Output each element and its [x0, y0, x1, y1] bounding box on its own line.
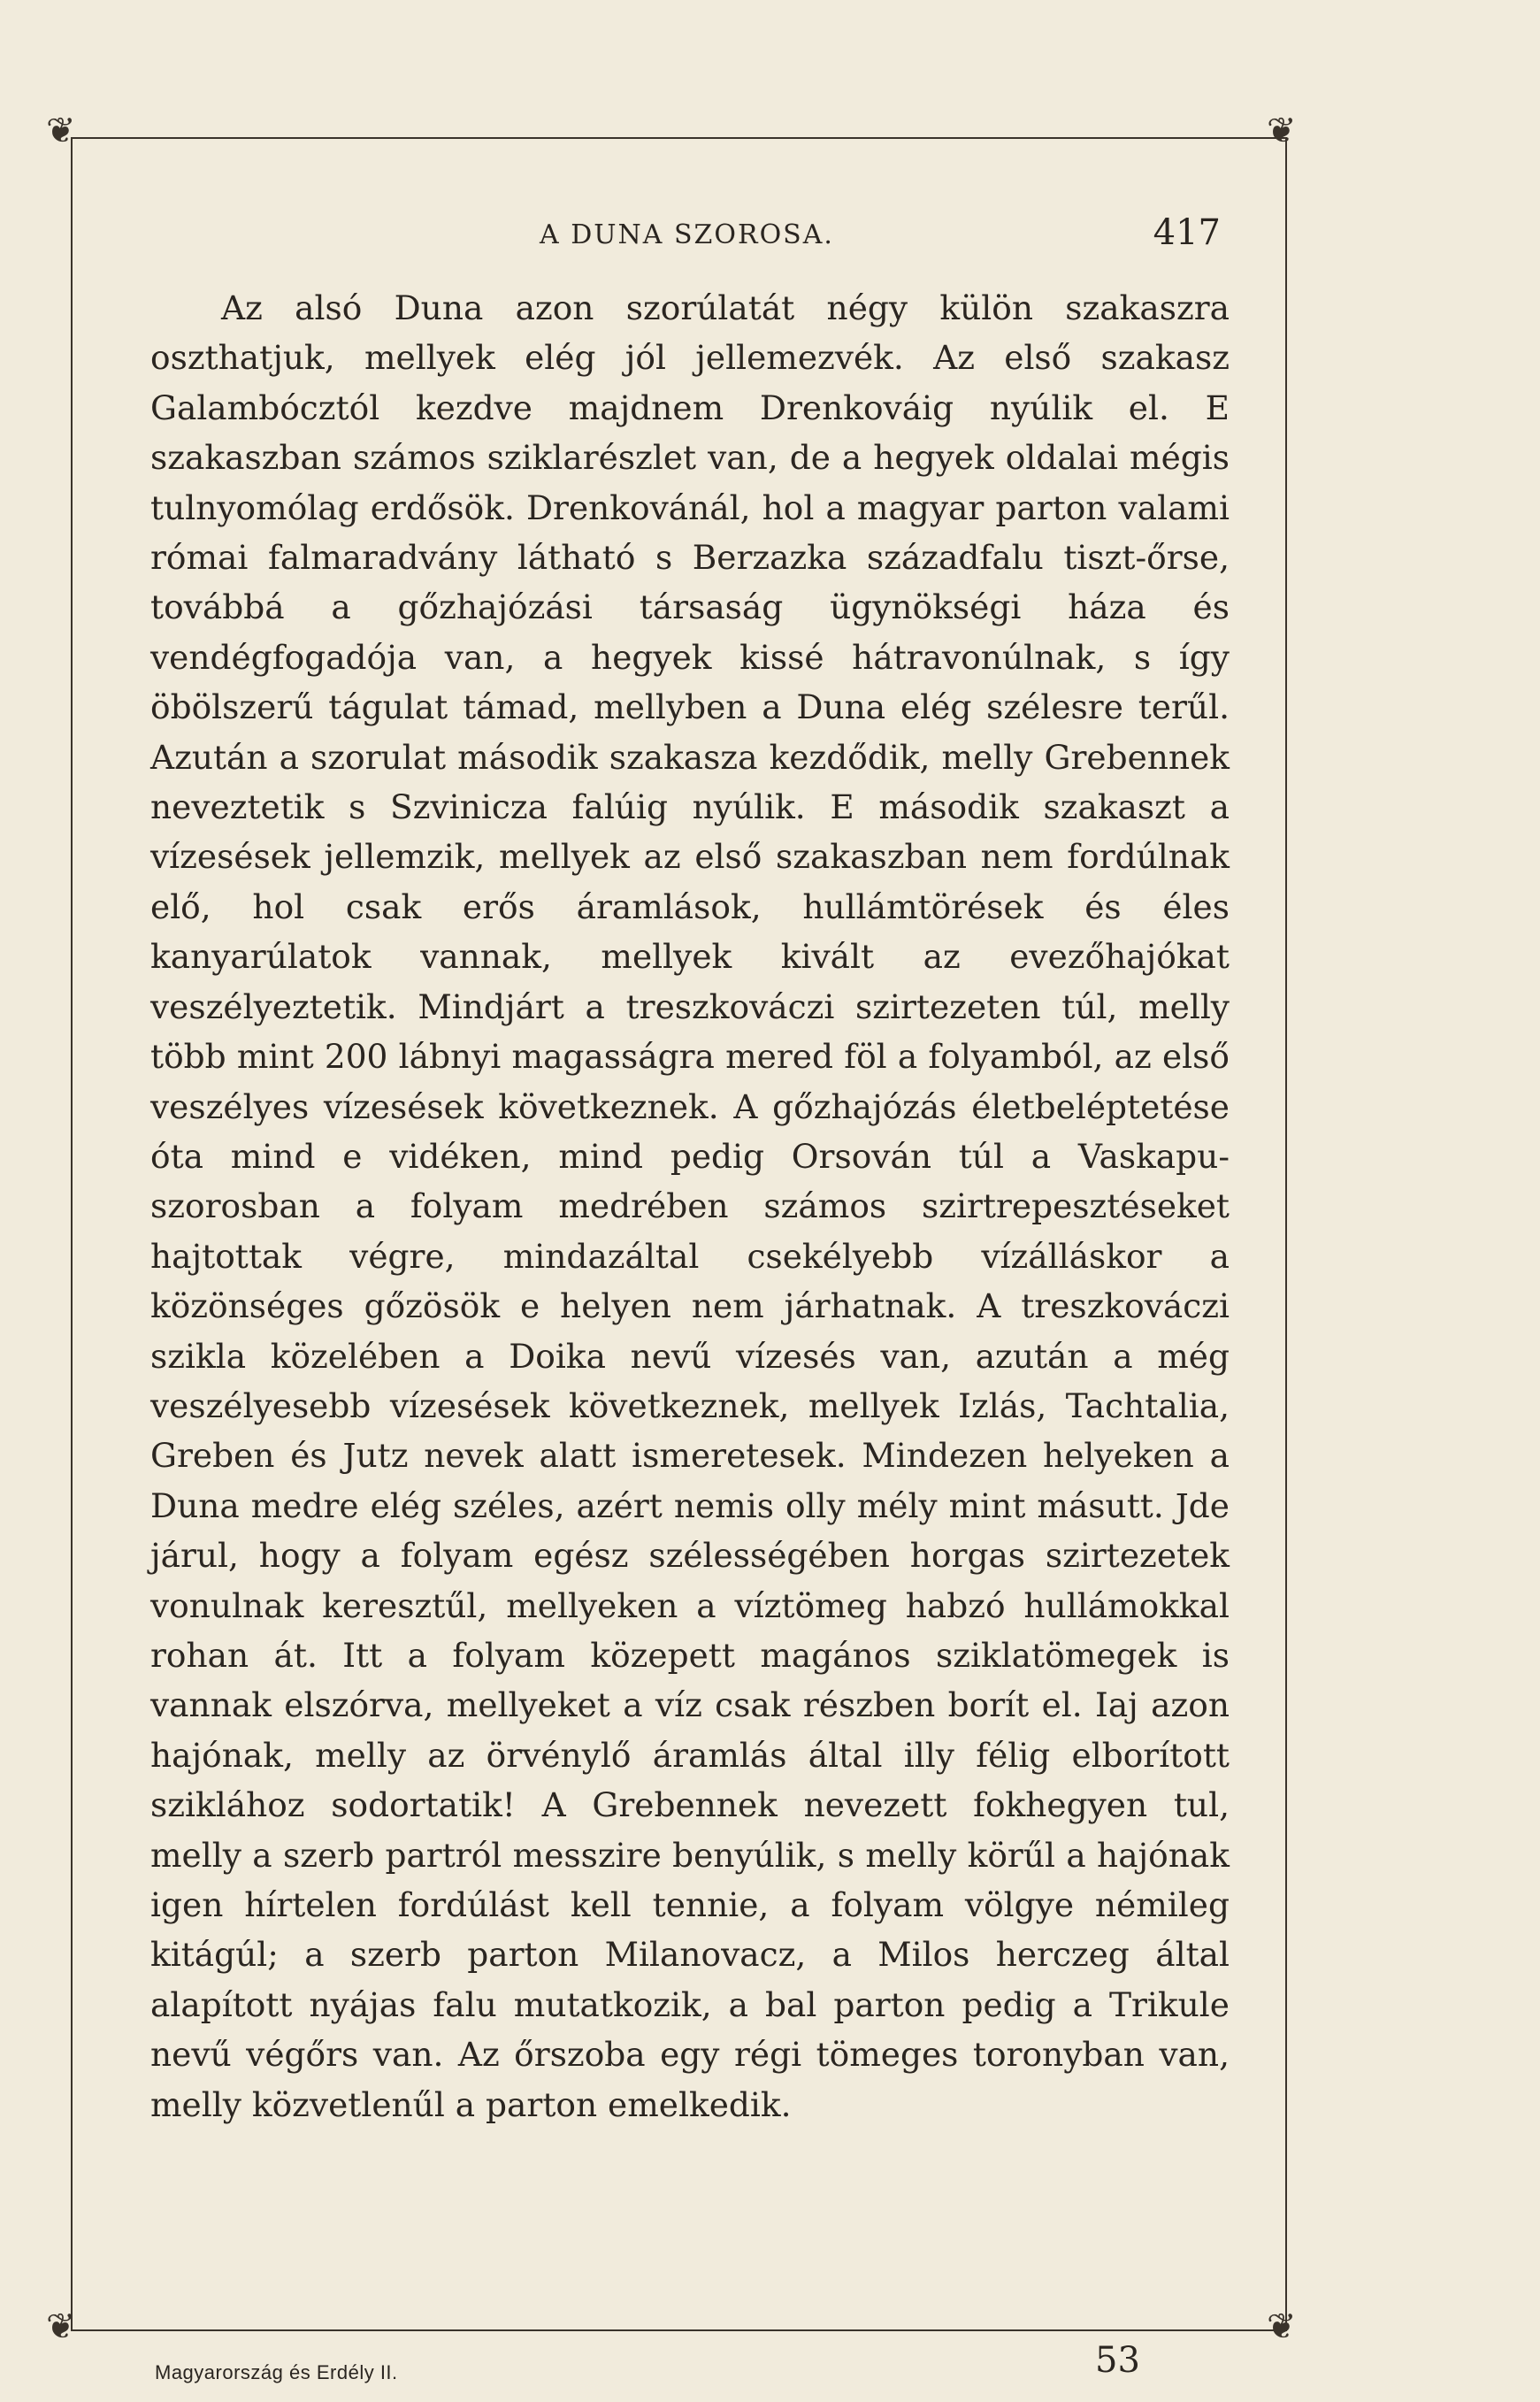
bottom-border-rule	[71, 2329, 1287, 2331]
signature-note: Magyarország és Erdély II.	[155, 2361, 398, 2383]
corner-ornament-icon: ❦	[46, 2306, 76, 2347]
corner-ornament-icon: ❦	[1267, 2306, 1297, 2347]
corner-ornament-icon: ❦	[46, 111, 76, 151]
body-text	[150, 283, 1230, 2130]
page-number: 417	[1153, 212, 1221, 253]
top-border-rule	[71, 137, 1287, 139]
running-head: A DUNA SZOROSA.	[540, 219, 834, 250]
paragraph: Az alsó Duna azon szorúlatát négy külön szakaszra oszthatjuk, mellyek elég jól jellemezvék. Az első szakasz Galambócztól kezdve majdnem Drenkováig nyúlik el. E szakaszban számos sziklarészlet van, de a hegyek oldalai mégis tulnyomólag erdősök. Drenkovánál, hol a magyar parton valami római falmaradvány látható s Berzazka századfalu tiszt-őrse, továbbá a gőzhajózási társaság ügynökségi háza és vendégfogadója van, a hegyek kissé hátravonúlnak, s így öbölszerű tágulat támad, mellyben a Duna elég szélesre terűl. Azután a szorulat második szakasza kezdődik, melly Grebennek neveztetik s Szvinicza falúig nyúlik. E második szakaszt a vízesések jellemzik, mellyek az első szakaszban nem fordúlnak elő, hol csak erős áramlások, hullámtörések és éles kanyarúlatok vannak, mellyek kivált az evezőhajókat veszélyeztetik. Mindjárt a treszkováczi szirtezeten túl, melly több mint 200 lábnyi magasságra mered föl a folyamból, az első veszélyes vízesések következnek. A gőzhajózás életbeléptetése óta mind e vidéken, mind pedig Orsován túl a Vaskapu-szorosban a folyam medrében számos szirtrepesztéseket hajtottak végre, mindazáltal csekélyebb vízálláskor a közönséges gőzösök e helyen nem járhatnak. A treszkováczi szikla közelében a Doika nevű vízesés van, azután a még veszélyesebb vízesések következnek, mellyek Izlás, Tachtalia, Greben és Jutz nevek alatt ismeretesek. Mindezen helyeken a Duna medre elég széles, azért nemis olly mély mint másutt. Jde járul, hogy a folyam egész szélességében horgas szirtezetek vonulnak keresztűl, mellyeken a víztömeg habzó hullámokkal rohan át. Itt a folyam közepett magános sziklatömegek is vannak elszórva, mellyeket a víz csak részben borít el. Iaj azon hajónak, melly az örvénylő áramlás által illy félig elborított sziklához sodortatik! A Grebennek nevezett fokhegyen tul, melly a szerb partról messzire benyúlik, s melly körűl a hajónak igen hírtelen fordúlást kell tennie, a folyam völgye némileg kitágúl; a szerb parton Milanovacz, a Milos herczeg által alapított nyájas falu mutatkozik, a bal parton pedig a Trikule nevű végőrs van. Az őrszoba egy régi tömeges toronyban van, melly közvetlenűl a parton emelkedik.	[150, 288, 1230, 2124]
left-border-rule	[71, 137, 73, 2331]
right-border-rule	[1285, 137, 1287, 2331]
page-footer	[155, 2340, 1145, 2402]
page-header	[142, 212, 1221, 265]
corner-ornament-icon: ❦	[1267, 111, 1297, 151]
signature-number: 53	[1095, 2340, 1140, 2381]
